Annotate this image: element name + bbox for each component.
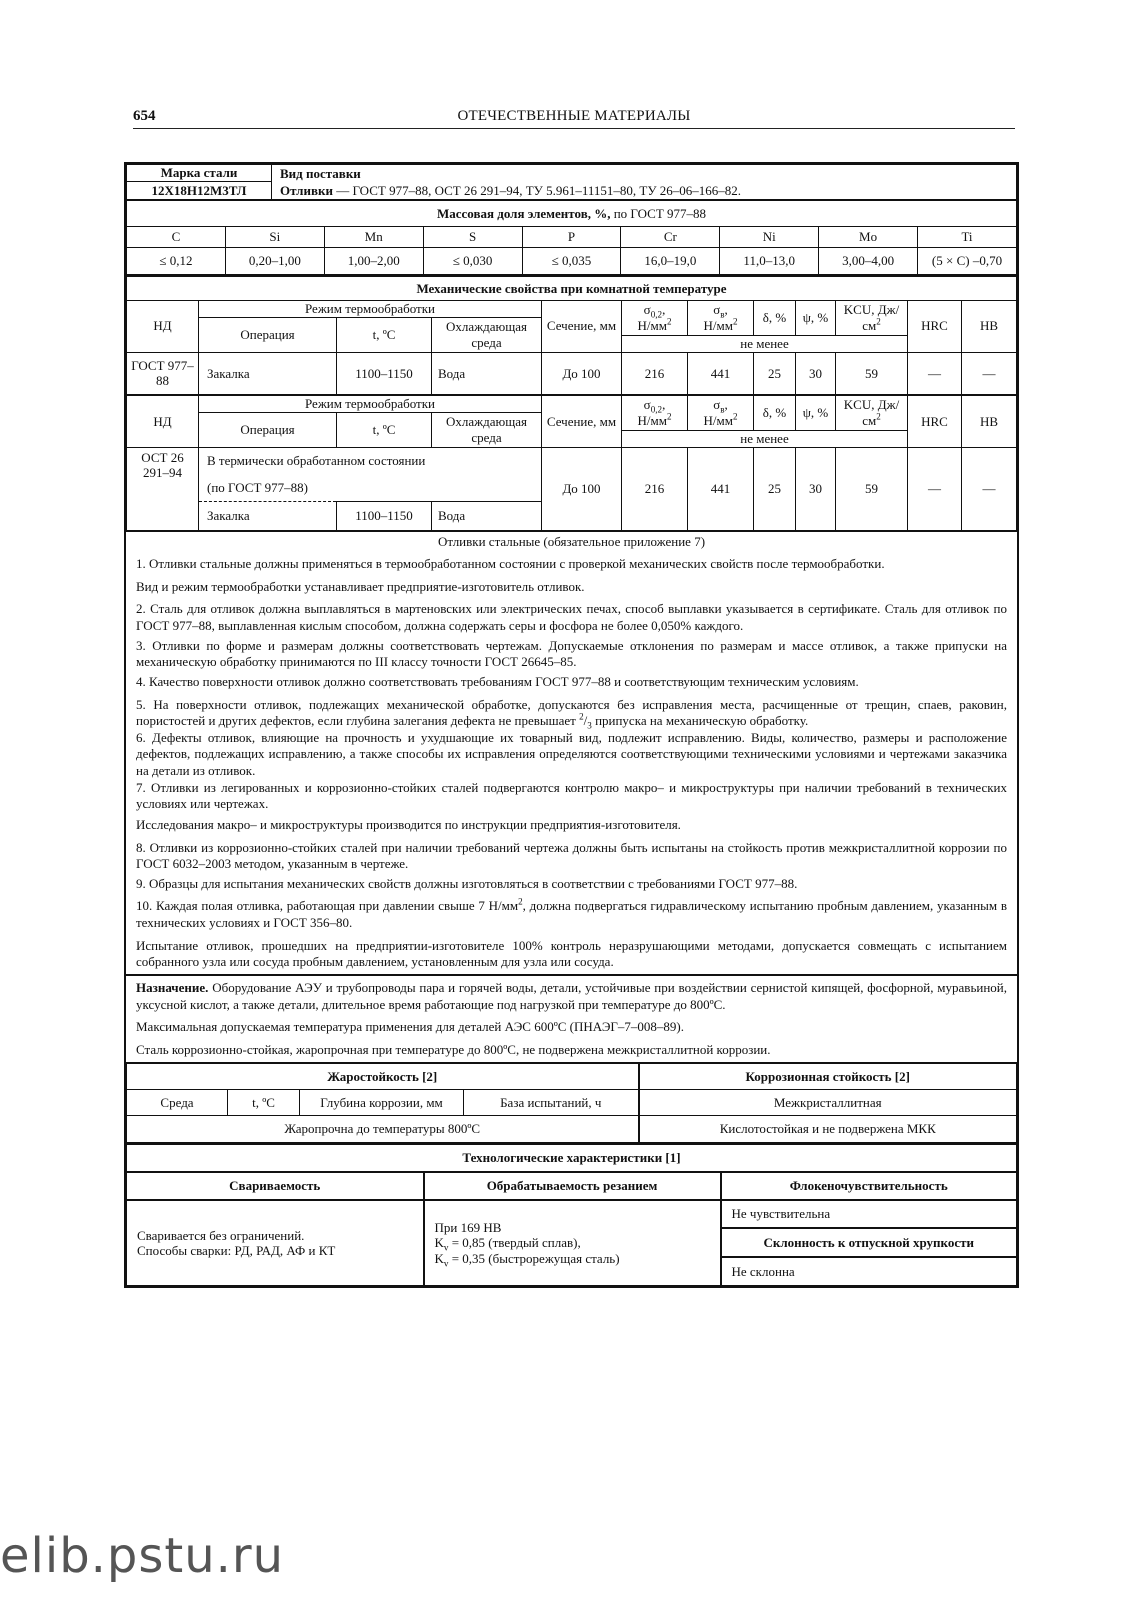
corr-title: Коррозионная стойкость [2] — [639, 1063, 1017, 1089]
operation-value: Закалка — [199, 352, 337, 395]
temp-value: 1100–1150 — [337, 501, 432, 530]
tech-title: Технологические характеристики [1] — [127, 1144, 1017, 1172]
element-value: 11,0–13,0 — [720, 248, 819, 275]
delta-header: δ, % — [754, 300, 796, 335]
regime-header: Режим термообработки — [199, 300, 542, 317]
purpose-text: Назначение. Оборудование АЭУ и трубопроводы пара и горячей воды, детали, устойчивые при воздействии сернистой кипящей, фосфорной, муравьиной, уксусной кислот, а также детали, длительное время работающие под нагрузкой при температуре до 800ºС. — [136, 979, 1007, 1012]
state-ref: (по ГОСТ 977–88) — [199, 474, 542, 501]
sb-value: 441 — [688, 352, 754, 395]
element-name: Mn — [324, 227, 423, 248]
hrc-header: HRC — [908, 300, 962, 352]
grade-table — [126, 164, 1017, 200]
element-name: Cr — [621, 227, 720, 248]
note-2: 2. Сталь для отливок должна выплавляться в мартеновских или электрических печах, способ выплавки указывается в сертификате. Сталь для отливок по ГОСТ 977–88, выплавленная кислым способом, должна содержать серы и фосфора не более 0,050% каждого. — [136, 601, 1007, 633]
note-7: 7. Отливки из легированных и коррозионно-стойких сталей подвергаются контролю макро– и микроструктуры при наличии требований в технических условиях или чертежах. — [136, 779, 1007, 812]
cooling-value: Вода — [432, 501, 542, 530]
nd-value: ОСТ 26 291–94 — [127, 447, 199, 530]
heat-value: Жаропрочна до температуры 800ºС — [127, 1115, 639, 1142]
note-1b: Вид и режим термообработки устанавливает предприятие-изготовитель отливок. — [136, 578, 585, 594]
note-4: 4. Качество поверхности отливок должно соответствовать требованиям ГОСТ 977–88 и соответствующим техническим условиям. — [136, 673, 859, 689]
element-name: Mo — [819, 227, 918, 248]
temp-value: 1100–1150 — [337, 352, 432, 395]
page-header — [133, 108, 1015, 129]
weld-title: Свариваемость — [127, 1172, 424, 1200]
cooling-header: Охлаждающая среда — [432, 317, 542, 352]
note-11: Испытание отливок, прошедших на предприятии-изготовителе 100% контроль неразрушающими методами, допускается совмещать с испытанием собранного узла или сосуда пробным давлением, установленным для узла или сосуда. — [136, 937, 1007, 970]
corr-value: Кислотостойкая и не подвержена МКК — [639, 1115, 1017, 1142]
notes-section — [126, 531, 1017, 974]
mech-row-ost — [127, 447, 1017, 474]
nd-header: НД — [127, 300, 199, 352]
hb-header: HB — [962, 395, 1017, 447]
note-8: 8. Отливки из коррозионно-стойких сталей при наличии требований чертежа должны быть испытаны на стойкость против межкристаллитной коррозии по ГОСТ 6032–2003 методом, указанным в чертеже. — [136, 839, 1007, 872]
nd-value: ГОСТ 977–88 — [127, 352, 199, 395]
cooling-header: Охлаждающая среда — [432, 412, 542, 447]
hrc-value: — — [908, 447, 962, 530]
grade-label: Марка стали — [127, 165, 272, 182]
delta-value: 25 — [754, 352, 796, 395]
composition-table — [126, 200, 1017, 275]
delta-value: 25 — [754, 447, 796, 530]
supply-text — [272, 182, 1017, 200]
mech-table — [126, 275, 1017, 531]
composition-title — [127, 201, 1017, 227]
element-value: ≤ 0,12 — [127, 248, 226, 275]
sb-header: $\sigma_в$, $Н/мм^2$ — [688, 395, 754, 430]
s02-value: 216 — [622, 447, 688, 530]
s02-header: $\sigma_{0,2}$, $Н/мм^2$ — [622, 395, 688, 430]
weld-value: Сваривается без ограничений. Способы сварки: РД, РАД, АФ и КТ — [127, 1200, 424, 1286]
grade-value: 12Х18Н12М3ТЛ — [127, 182, 272, 200]
s02-value: 216 — [622, 352, 688, 395]
element-value: ≤ 0,035 — [522, 248, 621, 275]
element-name: C — [127, 227, 226, 248]
psi-value: 30 — [796, 447, 836, 530]
section-value: До 100 — [542, 352, 622, 395]
hb-value: — — [962, 352, 1017, 395]
note-9: 9. Образцы для испытания механических свойств должны изготовляться в соответствии с требованиями ГОСТ 977–88. — [136, 875, 798, 891]
regime-header: Режим термообработки — [199, 395, 542, 412]
cooling-value: Вода — [432, 352, 542, 395]
flake-value: Не чувствительна — [721, 1200, 1017, 1228]
hrc-header: HRC — [908, 395, 962, 447]
operation-header: Операция — [199, 412, 337, 447]
supply-standards: — ГОСТ 977–88, ОСТ 26 291–94, ТУ 5.961–11151–80, ТУ 26–06–166–82. — [332, 182, 742, 198]
psi-header: ψ, % — [796, 300, 836, 335]
temper-title: Склонность к отпускной хрупкости — [721, 1228, 1017, 1257]
note-1: 1. Отливки стальные должны применяться в термообработанном состоянии с проверкой механических свойств после термообработки. — [136, 556, 885, 572]
temp-header: t, ºС — [337, 317, 432, 352]
element-names-row — [127, 227, 1017, 248]
mech-row-gost — [127, 352, 1017, 395]
supply-label: Вид поставки — [272, 165, 1017, 182]
page-number: 654 — [133, 108, 156, 124]
machin-value: При 169 НВ $K_v = 0,85$ (твердый сплав), $K_v = 0,35$ (быстрорежущая сталь) — [424, 1200, 721, 1286]
sb-header: $\sigma_в$, $Н/мм^2$ — [688, 300, 754, 335]
tech-table — [126, 1143, 1017, 1287]
composition-title-rest: по ГОСТ 977–88 — [610, 205, 707, 221]
purpose-section — [126, 974, 1017, 1063]
note-5: 5. На поверхности отливок, подлежащих механической обработке, допускаются без исправления места, расчищенные от трещин, спаев, раковин, пористостей и других дефектов, если глубина залегания дефекта не превышает $^2/_3$ припуска на механическую обработку. — [136, 696, 1007, 731]
state-text: В термически обработанном состоянии — [199, 447, 542, 474]
element-value: 0,20–1,00 — [225, 248, 324, 275]
base-header: База испытаний, ч — [464, 1089, 639, 1115]
min-header: не менее — [622, 430, 908, 447]
element-name: Si — [225, 227, 324, 248]
note-10: 10. Каждая полая отливка, работающая при давлении свыше 7 $Н/мм^2$, должна подвергаться гидравлическому испытанию пробным давлением, указанным в технических условиях и ГОСТ 356–80. — [136, 897, 1008, 930]
hb-value: — — [962, 447, 1017, 530]
operation-value: Закалка — [199, 501, 337, 530]
section-header: Сечение, мм — [542, 395, 622, 447]
flake-title: Флокеночувствительность — [721, 1172, 1017, 1200]
purpose-p3: Сталь коррозионно-стойкая, жаропрочная при температуре до 800ºС, не подвержена межкристаллитной коррозии. — [136, 1041, 771, 1057]
s02-header: $\sigma_{0,2}$, $Н/мм^2$ — [622, 300, 688, 335]
hrc-value: — — [908, 352, 962, 395]
temper-value: Не склонна — [721, 1257, 1017, 1286]
kcu-value: 59 — [836, 352, 908, 395]
watermark: elib.pstu.ru — [0, 1528, 285, 1584]
temp-header: t, ºС — [337, 412, 432, 447]
element-name: Ti — [918, 227, 1017, 248]
heat-title: Жаростойкость [2] — [127, 1063, 639, 1089]
supply-bold: Отливки — [280, 182, 333, 198]
element-value: 3,00–4,00 — [819, 248, 918, 275]
min-header: не менее — [622, 335, 908, 352]
psi-header: ψ, % — [796, 395, 836, 430]
section-header: Сечение, мм — [542, 300, 622, 352]
element-value: 16,0–19,0 — [621, 248, 720, 275]
purpose-label: Назначение. — [136, 979, 209, 995]
element-values-row — [127, 248, 1017, 275]
nd-header: НД — [127, 395, 199, 447]
element-name: Ni — [720, 227, 819, 248]
element-value: (5 × С) –0,70 — [918, 248, 1017, 275]
steel-datasheet — [124, 162, 1019, 1288]
kcu-header: KCU, $Дж/см^2$ — [836, 300, 908, 335]
hb-header: HB — [962, 300, 1017, 352]
resistance-table — [126, 1062, 1017, 1143]
depth-header: Глубина коррозии, мм — [300, 1089, 464, 1115]
medium-header: Среда — [127, 1089, 228, 1115]
sb-value: 441 — [688, 447, 754, 530]
element-value: ≤ 0,030 — [423, 248, 522, 275]
section-value: До 100 — [542, 447, 622, 530]
operation-header: Операция — [199, 317, 337, 352]
notes-title: Отливки стальные (обязательное приложение 7) — [437, 533, 706, 549]
element-name: P — [522, 227, 621, 248]
delta-header: δ, % — [754, 395, 796, 430]
kcu-value: 59 — [836, 447, 908, 530]
purpose-p2: Максимальная допускаемая температура применения для деталей АЭС 600ºС (ПНАЭГ–7–008–89). — [136, 1019, 684, 1035]
intergranular-header: Межкристаллитная — [639, 1089, 1017, 1115]
psi-value: 30 — [796, 352, 836, 395]
kcu-header: KCU, $Дж/см^2$ — [836, 395, 908, 430]
element-name: S — [423, 227, 522, 248]
running-title: ОТЕЧЕСТВЕННЫЕ МАТЕРИАЛЫ — [457, 108, 691, 124]
machin-title: Обрабатываемость резанием — [424, 1172, 721, 1200]
note-7b: Исследования макро– и микроструктуры производится по инструкции предприятия-изготовителя. — [136, 816, 681, 832]
mech-title: Механические свойства при комнатной температуре — [127, 276, 1017, 300]
note-6: 6. Дефекты отливок, влияющие на прочность и ухудшающие их товарный вид, подлежит исправлению. Виды, количество, размеры и расположение дефектов, подлежащих исправлению, а также способы их исправления определяются соответствующими техническими условиями и чертежами заказчика на детали из отливок. — [136, 729, 1007, 778]
note-3: 3. Отливки по форме и размерам должны соответствовать чертежам. Допускаемые отклонения по размерам и массе отливок, а также припуски на механическую обработку принимаются по III классу точности ГОСТ 26645–85. — [136, 637, 1007, 670]
temp-header: t, ºС — [228, 1089, 300, 1115]
composition-title-bold: Массовая доля элементов, %, — [436, 205, 611, 221]
element-value: 1,00–2,00 — [324, 248, 423, 275]
